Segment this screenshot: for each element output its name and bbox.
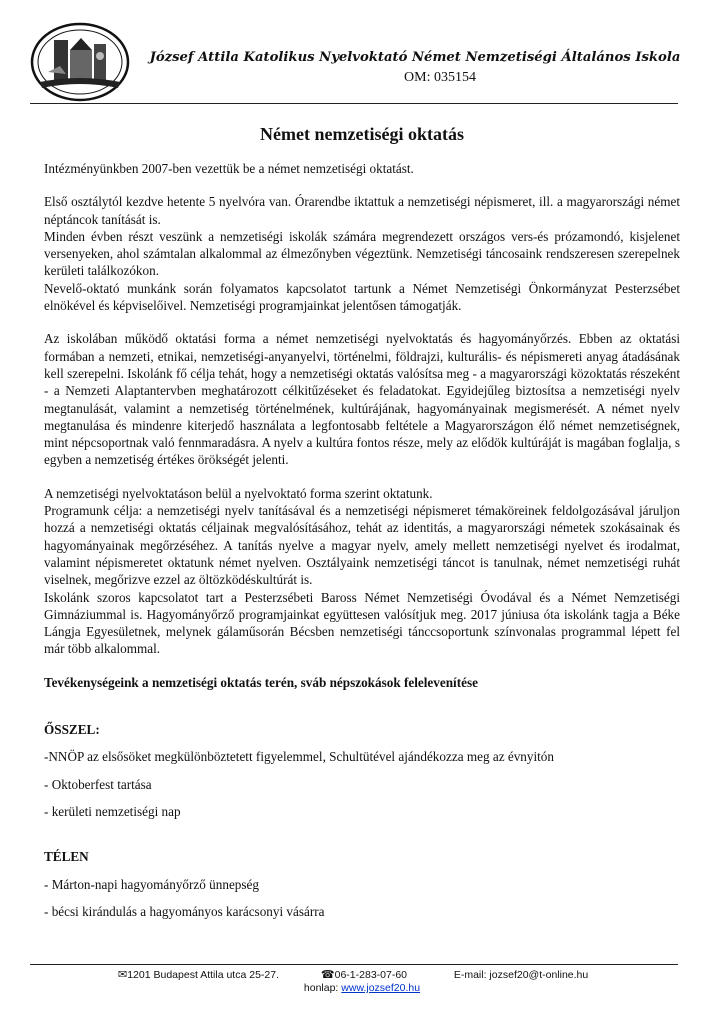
homepage-link[interactable]: www.jozsef20.hu bbox=[341, 982, 421, 994]
winter-heading: TÉLEN bbox=[44, 849, 89, 865]
list-item: - bécsi kirándulás a hagyományos karácsonyi vásárra bbox=[44, 903, 325, 919]
paragraph-education-form: Az iskolában működő oktatási forma a német nemzetiségi nyelvoktatás és hagyományőrzés. Ebben az oktatási formában a nemzeti, etnikai, nemzetiségi-anyanyelvi, történelmi, földrajzi, kulturális- és népismereti anyag átadásának kell szerepelni. Iskolánk fő célja tehát, hogy a nemzetiségi oktatás valósítsa meg - a magyarországi közoktatás részeként - a Nemzeti Alaptantervben meghatározott célkitűzéseket és feladatokat. Egyidejűleg biztosítsa a nemzetiségi nyelv megtanulását, valamint a nemzetiség történelmének, kultúrájának, hagyományainak megismerését. A német nyelv megtanulása és mindenre kiterjedő használata a legfontosabb feltétele a Magyarországon élő német nemzetiségnek, mint népcsoportnak való fennmaradásra. A nyelv a kultúra fontos része, mely az elődök kultúráját is magában foglalja, s egyben a nemzetiség értékes örökségét jelenti. bbox=[44, 331, 680, 468]
autumn-heading: ŐSSZEL: bbox=[44, 722, 100, 738]
document-body bbox=[44, 160, 680, 930]
winter-section bbox=[44, 848, 680, 920]
footer-email: E-mail: jozsef20@t-online.hu bbox=[453, 969, 589, 981]
paragraph-intro: Intézményünkben 2007-ben vezettük be a német nemzetiségi oktatást. bbox=[44, 161, 414, 176]
homepage-label: honlap: bbox=[303, 982, 339, 994]
list-item: - Oktoberfest tartása bbox=[44, 776, 152, 792]
paragraph-language-form: A nemzetiségi nyelvoktatáson belül a nyelvoktató forma szerint oktatunk. bbox=[44, 485, 433, 501]
paragraph-lessons: Első osztálytól kezdve hetente 5 nyelvóra van. Órarendbe iktattuk a nemzetiségi népismeret, ill. a magyarországi német néptáncok tanítását is. bbox=[44, 194, 680, 227]
paragraph-cooperation: Nevelő-oktató munkánk során folyamatos kapcsolatot tartunk a Német Nemzetiségi Önkormányzat Pesterzsébet elnökével és képviselőivel. Nemzetiségi programjainkat jelentősen támogatják. bbox=[44, 280, 680, 314]
phone-icon: ☎ bbox=[320, 968, 335, 981]
om-identifier: OM: 035154 bbox=[404, 70, 476, 85]
school-name: József Attila Katolikus Nyelvoktató Német Nemzetiségi Általános Iskola bbox=[149, 50, 681, 65]
autumn-section bbox=[44, 721, 680, 820]
paragraph-competitions: Minden évben részt veszünk a nemzetiségi iskolák számára megrendezett országos vers-és prózamondó, kisjelenet versenyeken, ahol számtalan alkalommal az élmezőnyben végeztünk. Nemzetiségi táncosaink rendszeresen szerepelnek kerületi találkozókon. bbox=[44, 228, 680, 279]
list-item: -NNÖP az elsősöket megkülönböztetett figyelemmel, Schultütével ajándékozza meg az évnyitón bbox=[44, 749, 554, 765]
list-item: - kerületi nemzetiségi nap bbox=[44, 803, 181, 819]
paragraph-program-goal: Programunk célja: a nemzetiségi nyelv tanításával és a nemzetiségi népismeret témaköreinek feldolgozásával járuljon hozzá a nemzetiségi oktatás céljainak megvalósításához, tehát az identitás, a magyarországi németek szokásainak és hagyományainak megőrzéséhez. A tanítás nyelve a magyar nyelv, amely mellett nemzetiségi nyelvet és irodalmat, valamint népismeretet oktatunk német nyelven. Osztályaink nemzetiségi táncot is tanulnak, német nemzetiségi ruhát viselnek, megőrizve ezzel az öltözködéskultúrát is. bbox=[44, 503, 680, 588]
footer-address: ✉1201 Budapest Attila utca 25-27. bbox=[118, 968, 279, 981]
footer-divider bbox=[30, 964, 678, 965]
header-divider bbox=[30, 103, 678, 104]
paragraph-partners: Iskolánk szoros kapcsolatot tart a Pesterzsébeti Baross Német Nemzetiségi Óvodával és a Német Nemzetiségi Gimnáziummal is. Hagyományőrző programjainkat együttesen valósítjuk meg. 2017 júniusa óta iskolánk tagja a Béke Lángja Egyesületnek, melynek gálaműsorán Bécsben nemzetiségi tánccsoportunk színvonalas programmal lépett fel már több alkalommal. bbox=[44, 589, 680, 657]
page-title: Német nemzetiségi oktatás bbox=[260, 124, 464, 144]
footer-phone: ☎06-1-283-07-60 bbox=[320, 968, 408, 981]
envelope-icon: ✉ bbox=[118, 968, 128, 981]
school-crest-logo bbox=[30, 22, 130, 102]
list-item: - Márton-napi hagyományőrző ünnepség bbox=[44, 876, 259, 892]
activities-heading: Tevékenységeink a nemzetiségi oktatás terén, sváb népszokások felelevenítése bbox=[44, 674, 478, 690]
